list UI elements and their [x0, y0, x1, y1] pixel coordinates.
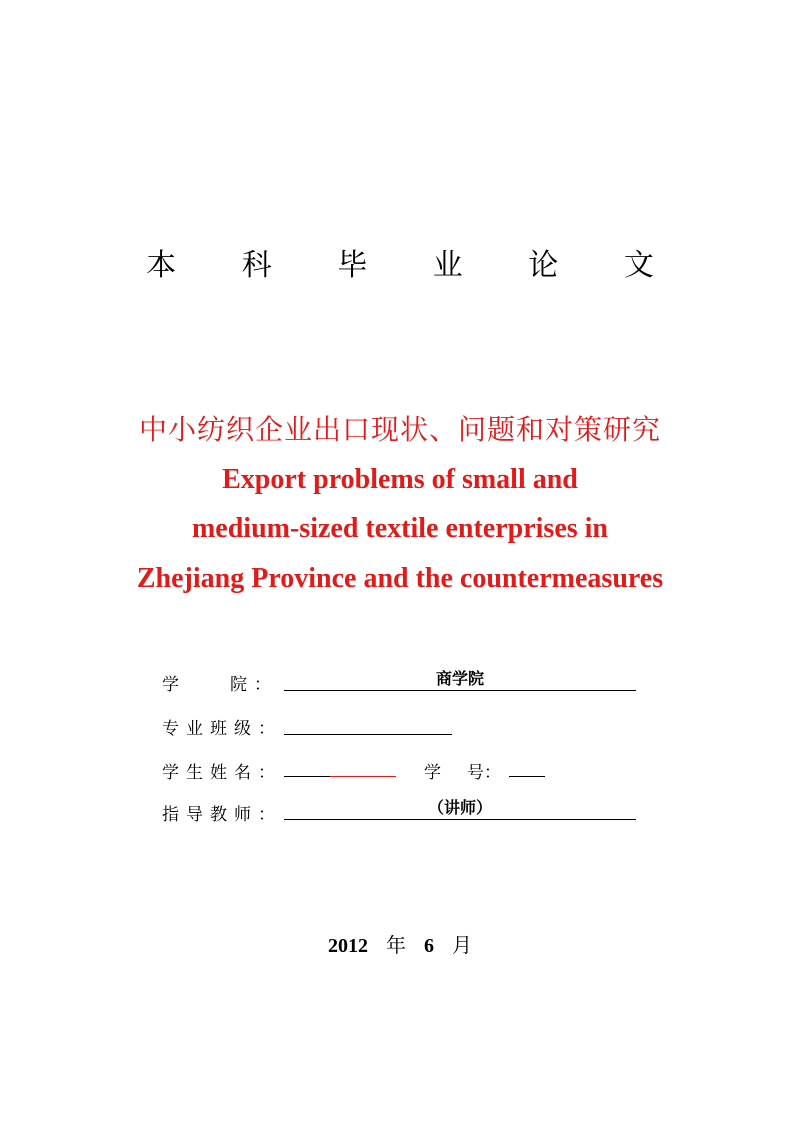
- date-month: 6: [424, 935, 434, 957]
- submission-date: [0, 929, 800, 958]
- student-id-label-part-a: 学: [424, 763, 441, 783]
- college-field[interactable]: 商学院: [284, 668, 636, 691]
- date-year: 2012: [328, 935, 368, 957]
- college-label-part-a: 学: [162, 675, 186, 695]
- document-type-heading: 本 科 毕 业 论 文: [146, 248, 682, 283]
- student-name-field-red-underline: [330, 754, 396, 777]
- thesis-title-english-line-3: Zhejiang Province and the countermeasures: [136, 563, 664, 594]
- class-field[interactable]: [284, 712, 452, 735]
- student-name-label: 学生姓名：: [162, 763, 282, 783]
- date-month-unit: 月: [452, 933, 472, 957]
- thesis-title-english-line-2: medium-sized textile enterprises in: [191, 513, 609, 544]
- college-label-part-b: 院：: [230, 675, 278, 695]
- student-id-field[interactable]: [509, 754, 545, 777]
- student-id-label: [424, 758, 501, 783]
- thesis-title-english-line-1: Export problems of small and: [222, 464, 578, 495]
- student-id-label-part-b: 号：: [467, 763, 501, 783]
- advisor-label: 指导教师：: [162, 805, 282, 825]
- thesis-title-chinese: 中小纺织企业出口现状、问题和对策研究: [138, 413, 661, 446]
- class-label: 专业班级：: [162, 719, 282, 739]
- student-name-field[interactable]: [284, 754, 330, 777]
- advisor-field[interactable]: （讲师）: [284, 797, 636, 820]
- date-year-unit: 年: [386, 933, 406, 957]
- college-label: [162, 670, 278, 695]
